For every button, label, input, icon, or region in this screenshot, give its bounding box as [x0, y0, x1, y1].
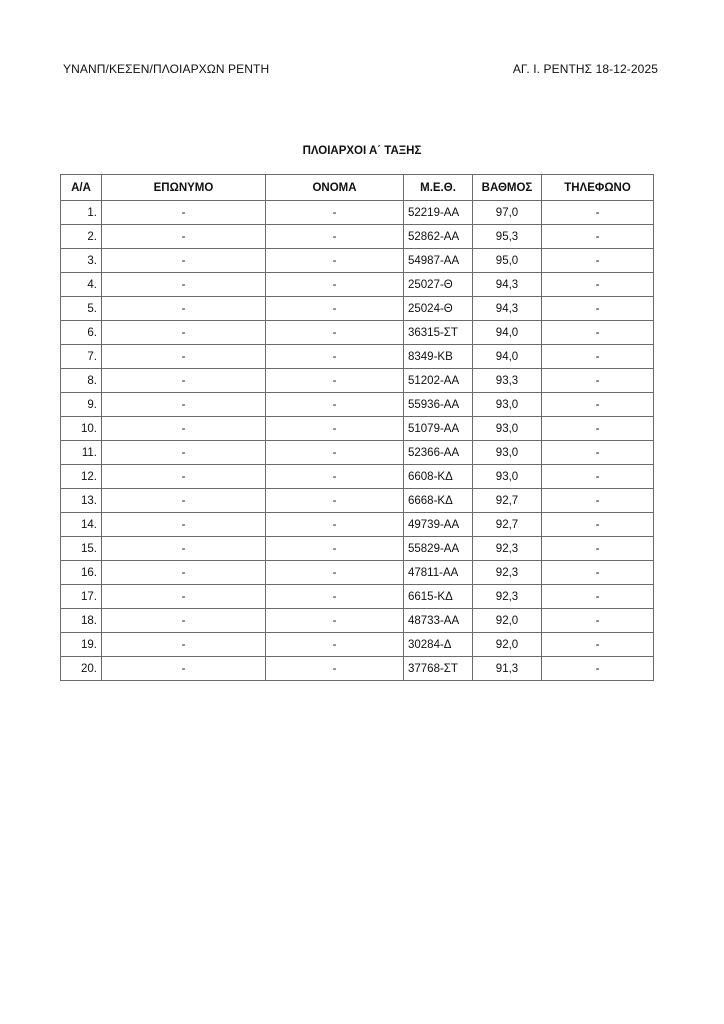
cell-grade: 92,0 [473, 633, 542, 657]
cell-aa: 16. [61, 561, 102, 585]
cell-grade: 94,0 [473, 321, 542, 345]
cell-meth: 55936-ΑΑ [404, 393, 473, 417]
cell-grade: 92,3 [473, 585, 542, 609]
table-title: ΠΛΟΙΑΡΧΟΙ Α΄ ΤΑΞΗΣ [302, 145, 422, 157]
cell-aa: 7. [61, 345, 102, 369]
cell-surname: - [102, 465, 266, 489]
cell-name: - [266, 249, 404, 273]
table-header-row [61, 175, 654, 201]
column-header-surname: ΕΠΩΝΥΜΟ [102, 175, 266, 201]
cell-aa: 15. [61, 537, 102, 561]
cell-name: - [266, 441, 404, 465]
cell-aa: 4. [61, 273, 102, 297]
table-row [61, 273, 654, 297]
cell-phone: - [542, 465, 654, 489]
cell-surname: - [102, 633, 266, 657]
table-row [61, 585, 654, 609]
table-row [61, 225, 654, 249]
table-body [61, 201, 654, 681]
cell-surname: - [102, 513, 266, 537]
cell-aa: 14. [61, 513, 102, 537]
cell-meth: 36315-ΣΤ [404, 321, 473, 345]
cell-name: - [266, 321, 404, 345]
cell-meth: 6608-ΚΔ [404, 465, 473, 489]
cell-phone: - [542, 609, 654, 633]
cell-surname: - [102, 225, 266, 249]
cell-meth: 8349-ΚΒ [404, 345, 473, 369]
cell-surname: - [102, 297, 266, 321]
column-header-name: ΟΝΟΜΑ [266, 175, 404, 201]
table-row [61, 657, 654, 681]
cell-phone: - [542, 201, 654, 225]
cell-aa: 10. [61, 417, 102, 441]
cell-aa: 5. [61, 297, 102, 321]
cell-grade: 92,7 [473, 489, 542, 513]
cell-surname: - [102, 321, 266, 345]
table-row [61, 297, 654, 321]
cell-phone: - [542, 513, 654, 537]
cell-meth: 6668-ΚΔ [404, 489, 473, 513]
cell-surname: - [102, 489, 266, 513]
cell-phone: - [542, 537, 654, 561]
cell-name: - [266, 633, 404, 657]
cell-grade: 93,0 [473, 441, 542, 465]
cell-surname: - [102, 537, 266, 561]
cell-aa: 9. [61, 393, 102, 417]
cell-surname: - [102, 273, 266, 297]
cell-name: - [266, 393, 404, 417]
cell-aa: 19. [61, 633, 102, 657]
column-header-grade: ΒΑΘΜΟΣ [473, 175, 542, 201]
cell-surname: - [102, 249, 266, 273]
cell-name: - [266, 273, 404, 297]
cell-phone: - [542, 489, 654, 513]
cell-phone: - [542, 273, 654, 297]
column-header-phone: ΤΗΛΕΦΩΝΟ [542, 175, 654, 201]
cell-name: - [266, 513, 404, 537]
cell-phone: - [542, 561, 654, 585]
cell-grade: 94,3 [473, 297, 542, 321]
cell-grade: 94,0 [473, 345, 542, 369]
cell-meth: 52862-ΑΑ [404, 225, 473, 249]
cell-aa: 6. [61, 321, 102, 345]
table-row [61, 561, 654, 585]
cell-surname: - [102, 657, 266, 681]
cell-surname: - [102, 417, 266, 441]
cell-surname: - [102, 393, 266, 417]
cell-meth: 51079-ΑΑ [404, 417, 473, 441]
cell-aa: 8. [61, 369, 102, 393]
cell-aa: 11. [61, 441, 102, 465]
cell-name: - [266, 657, 404, 681]
cell-name: - [266, 561, 404, 585]
cell-name: - [266, 417, 404, 441]
table-row [61, 393, 654, 417]
cell-phone: - [542, 321, 654, 345]
cell-surname: - [102, 369, 266, 393]
cell-name: - [266, 609, 404, 633]
cell-meth: 30284-Δ [404, 633, 473, 657]
cell-grade: 92,3 [473, 561, 542, 585]
table-row [61, 321, 654, 345]
cell-meth: 25024-Θ [404, 297, 473, 321]
cell-meth: 25027-Θ [404, 273, 473, 297]
cell-name: - [266, 489, 404, 513]
cell-grade: 93,0 [473, 465, 542, 489]
cell-surname: - [102, 585, 266, 609]
cell-grade: 92,7 [473, 513, 542, 537]
cell-aa: 12. [61, 465, 102, 489]
table-row [61, 537, 654, 561]
cell-meth: 55829-ΑΑ [404, 537, 473, 561]
column-header-aa: Α/Α [61, 175, 102, 201]
cell-meth: 51202-ΑΑ [404, 369, 473, 393]
table-row [61, 465, 654, 489]
cell-grade: 93,0 [473, 393, 542, 417]
cell-grade: 93,3 [473, 369, 542, 393]
cell-aa: 20. [61, 657, 102, 681]
cell-name: - [266, 585, 404, 609]
cell-grade: 92,3 [473, 537, 542, 561]
cell-aa: 2. [61, 225, 102, 249]
header-organization: ΥΝΑΝΠ/ΚΕΣΕΝ/ΠΛΟΙΑΡΧΩΝ ΡΕΝΤΗ [63, 62, 270, 76]
cell-phone: - [542, 585, 654, 609]
table-row [61, 609, 654, 633]
table-row [61, 201, 654, 225]
table-row [61, 489, 654, 513]
captains-table [60, 174, 654, 681]
cell-phone: - [542, 657, 654, 681]
cell-aa: 1. [61, 201, 102, 225]
cell-name: - [266, 297, 404, 321]
cell-phone: - [542, 417, 654, 441]
cell-meth: 47811-ΑΑ [404, 561, 473, 585]
cell-grade: 92,0 [473, 609, 542, 633]
cell-aa: 13. [61, 489, 102, 513]
cell-phone: - [542, 441, 654, 465]
header-location-date: ΑΓ. Ι. ΡΕΝΤΗΣ 18-12-2025 [512, 62, 658, 76]
cell-meth: 54987-ΑΑ [404, 249, 473, 273]
cell-aa: 3. [61, 249, 102, 273]
cell-surname: - [102, 609, 266, 633]
cell-surname: - [102, 345, 266, 369]
table-row [61, 345, 654, 369]
table-row [61, 417, 654, 441]
table-row [61, 633, 654, 657]
table-row [61, 249, 654, 273]
cell-meth: 49739-ΑΑ [404, 513, 473, 537]
cell-phone: - [542, 345, 654, 369]
cell-meth: 48733-ΑΑ [404, 609, 473, 633]
cell-grade: 93,0 [473, 417, 542, 441]
cell-phone: - [542, 633, 654, 657]
cell-aa: 18. [61, 609, 102, 633]
cell-meth: 6615-ΚΔ [404, 585, 473, 609]
table-row [61, 513, 654, 537]
cell-name: - [266, 369, 404, 393]
cell-phone: - [542, 369, 654, 393]
column-header-meth: Μ.Ε.Θ. [404, 175, 473, 201]
cell-grade: 95,3 [473, 225, 542, 249]
cell-phone: - [542, 225, 654, 249]
cell-aa: 17. [61, 585, 102, 609]
table-row [61, 441, 654, 465]
cell-grade: 97,0 [473, 201, 542, 225]
cell-name: - [266, 537, 404, 561]
cell-phone: - [542, 249, 654, 273]
cell-name: - [266, 225, 404, 249]
cell-surname: - [102, 201, 266, 225]
cell-surname: - [102, 561, 266, 585]
cell-meth: 52366-ΑΑ [404, 441, 473, 465]
cell-meth: 37768-ΣΤ [404, 657, 473, 681]
cell-phone: - [542, 393, 654, 417]
cell-name: - [266, 201, 404, 225]
cell-surname: - [102, 441, 266, 465]
table-row [61, 369, 654, 393]
cell-grade: 95,0 [473, 249, 542, 273]
cell-name: - [266, 345, 404, 369]
cell-grade: 91,3 [473, 657, 542, 681]
cell-phone: - [542, 297, 654, 321]
cell-meth: 52219-ΑΑ [404, 201, 473, 225]
cell-name: - [266, 465, 404, 489]
cell-grade: 94,3 [473, 273, 542, 297]
